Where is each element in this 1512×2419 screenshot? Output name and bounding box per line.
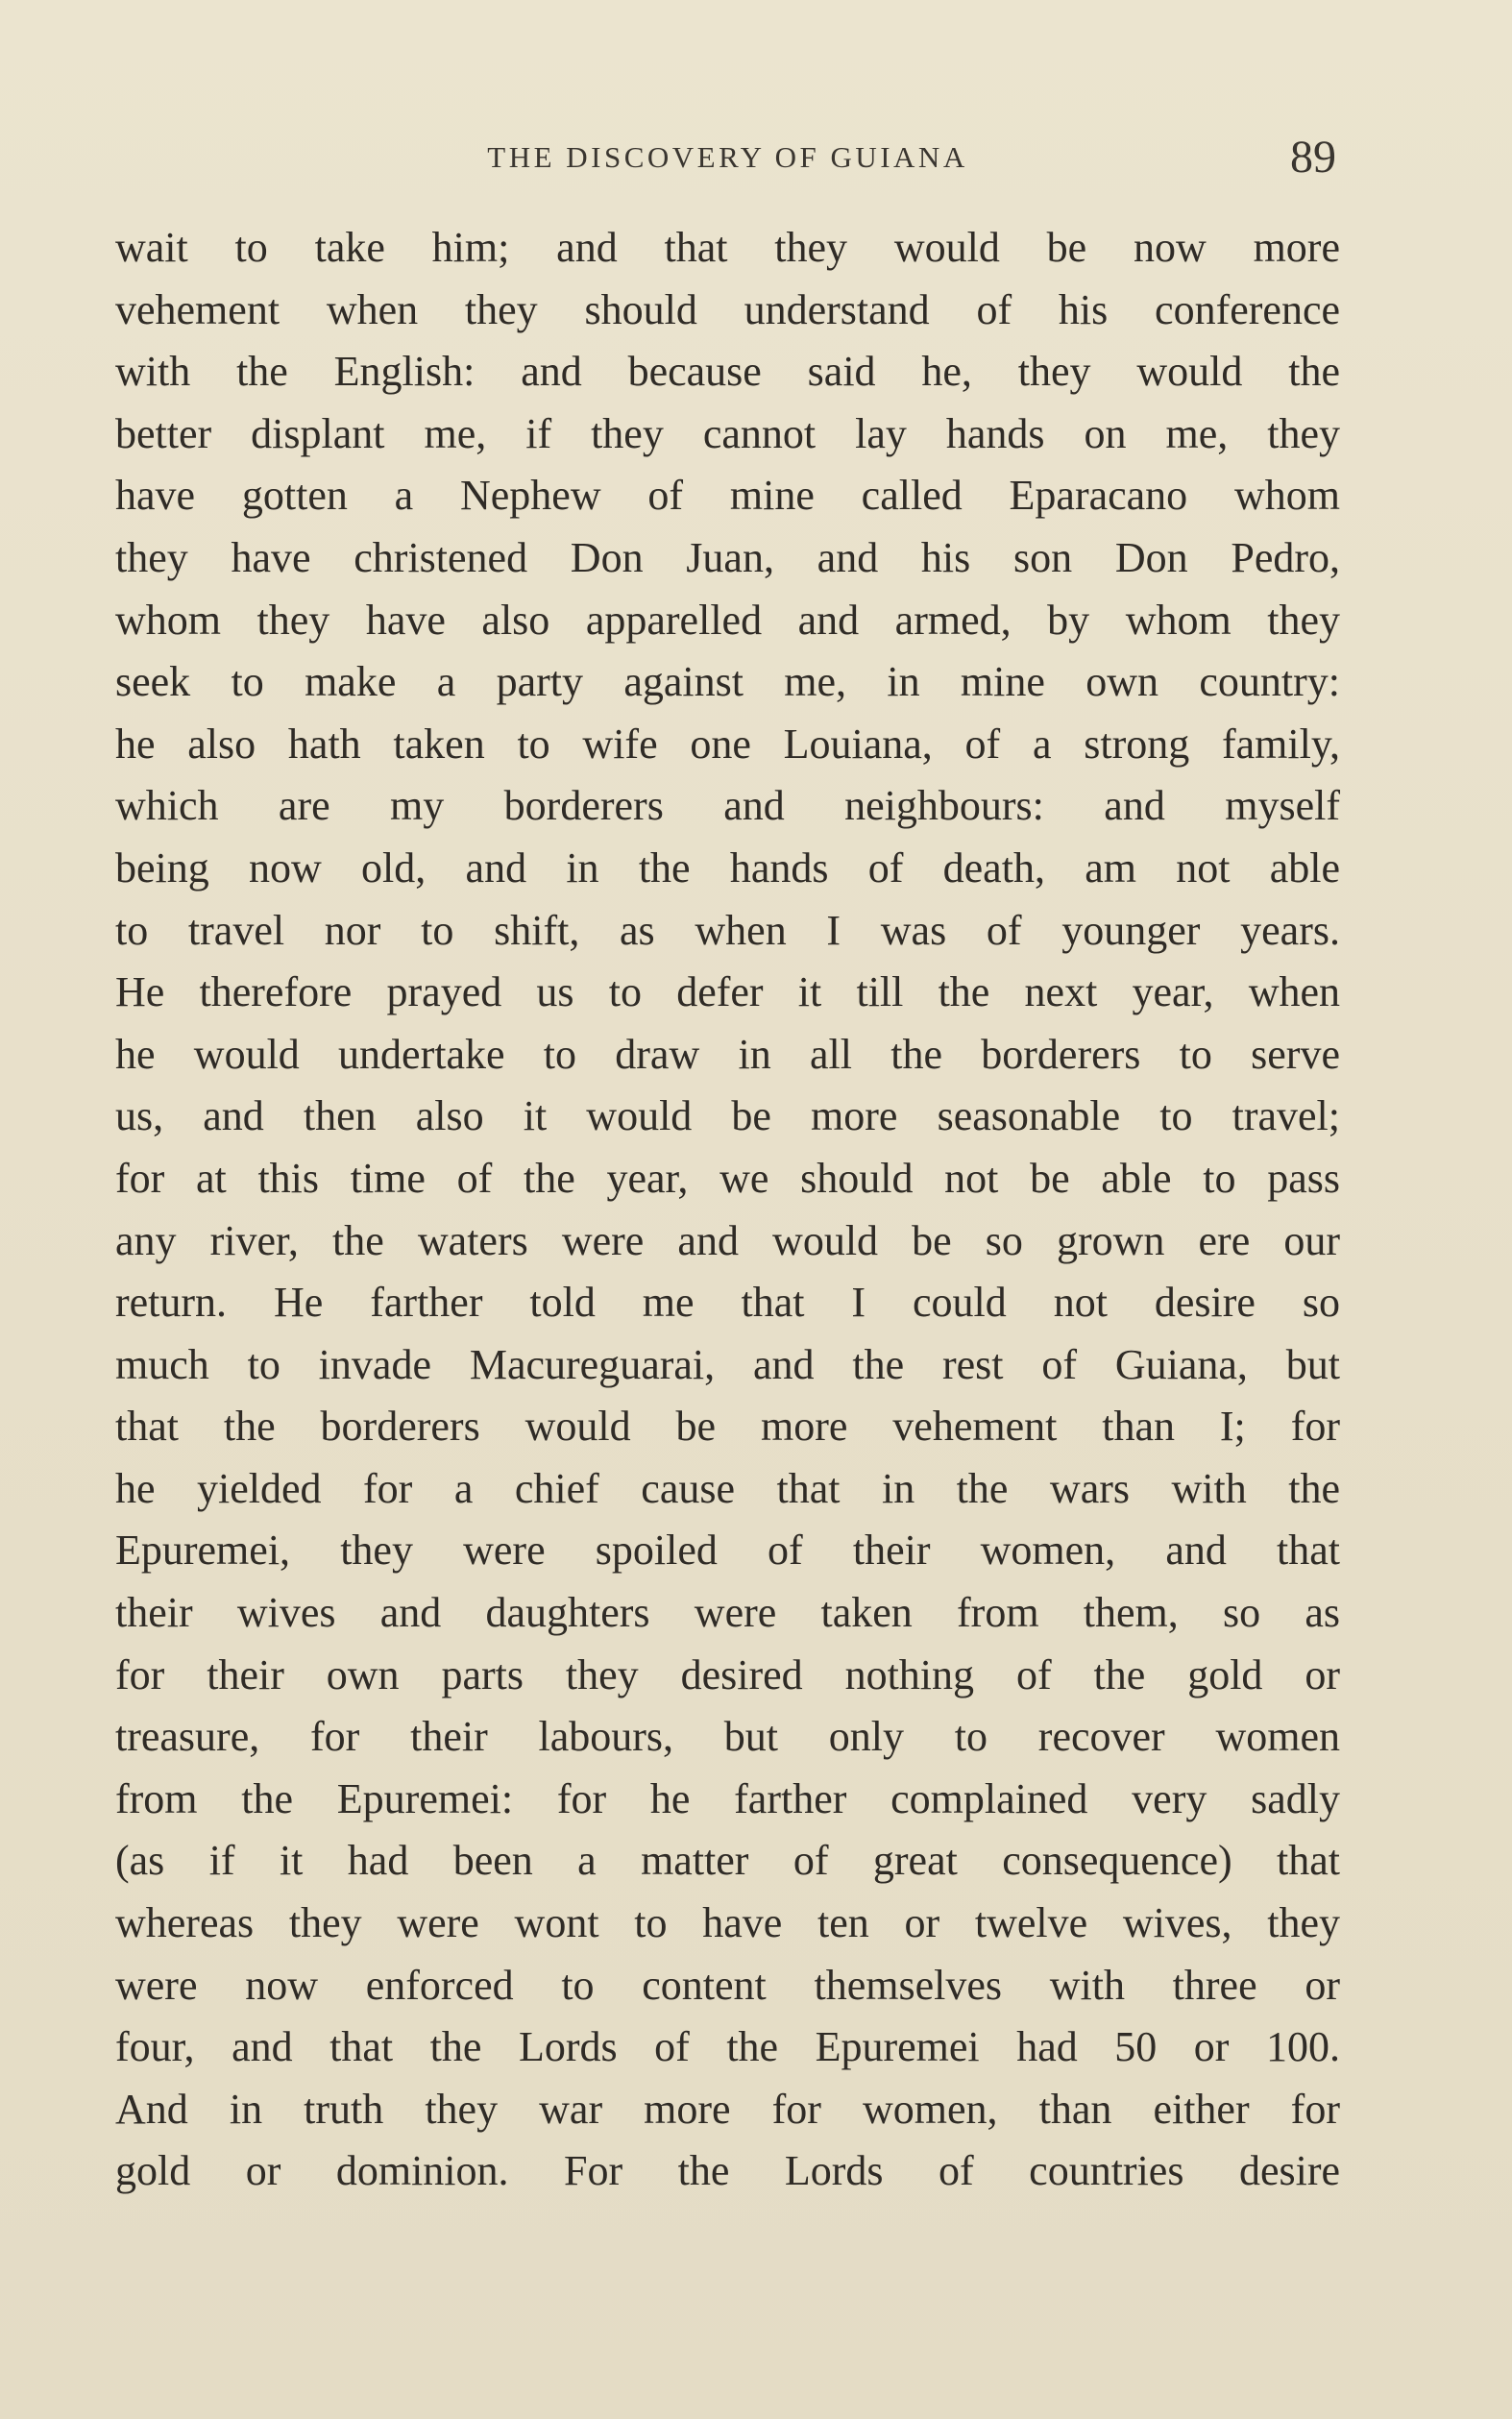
running-head	[115, 131, 1340, 188]
text-line: have gotten a Nephew of mine called Eparacano whom	[115, 472, 1340, 520]
text-line: wait to take him; and that they would be now more	[115, 224, 1340, 271]
text-line: whom they have also apparelled and armed, by whom they	[115, 596, 1340, 644]
text-line: seek to make a party against me, in mine own country:	[115, 658, 1340, 706]
text-line: return. He farther told me that I could not desire so	[115, 1279, 1340, 1327]
text-line: he would undertake to draw in all the borderers to serve	[115, 1030, 1340, 1078]
running-title: THE DISCOVERY OF GUIANA	[487, 140, 968, 174]
text-line: for their own parts they desired nothing of the gold or	[115, 1650, 1340, 1698]
text-line: he yielded for a chief cause that in the wars with the	[115, 1464, 1340, 1512]
text-line: He therefore prayed us to defer it till the next year, when	[115, 968, 1340, 1016]
text-line: their wives and daughters were taken from them, so as	[115, 1589, 1340, 1637]
text-line: gold or dominion. For the Lords of countries desire	[115, 2147, 1340, 2195]
text-line: with the English: and because said he, they would the	[115, 348, 1340, 396]
text-line: us, and then also it would be more seasonable to travel;	[115, 1092, 1340, 1140]
text-line: And in truth they war more for women, than either for	[115, 2085, 1340, 2133]
text-line: were now enforced to content themselves with three or	[115, 1961, 1340, 2009]
text-line: to travel nor to shift, as when I was of younger years.	[115, 906, 1340, 954]
text-line: vehement when they should understand of his conference	[115, 285, 1340, 333]
text-line: four, and that the Lords of the Epuremei had 50 or 100.	[115, 2023, 1340, 2071]
text-line: for at this time of the year, we should not be able to pass	[115, 1154, 1340, 1202]
text-line: whereas they were wont to have ten or twelve wives, they	[115, 1899, 1340, 1947]
text-line: (as if it had been a matter of great consequence) that	[115, 1837, 1340, 1885]
text-line: which are my borderers and neighbours: and myself	[115, 782, 1340, 830]
text-line: Epuremei, they were spoiled of their women, and that	[115, 1527, 1340, 1575]
text-line: better displant me, if they cannot lay hands on me, they	[115, 409, 1340, 457]
page-number: 89	[1290, 132, 1336, 183]
body-text	[115, 217, 1340, 2203]
text-line: being now old, and in the hands of death, am not able	[115, 843, 1340, 892]
text-line: treasure, for their labours, but only to recover women	[115, 1713, 1340, 1761]
text-line: he also hath taken to wife one Louiana, of a strong family,	[115, 720, 1340, 768]
text-line: any river, the waters were and would be so grown ere our	[115, 1216, 1340, 1264]
text-line: they have christened Don Juan, and his son Don Pedro,	[115, 533, 1340, 581]
text-line: much to invade Macureguarai, and the rest of Guiana, but	[115, 1340, 1340, 1388]
text-line: that the borderers would be more vehement than I; for	[115, 1403, 1340, 1451]
text-line: from the Epuremei: for he farther complained very sadly	[115, 1774, 1340, 1822]
